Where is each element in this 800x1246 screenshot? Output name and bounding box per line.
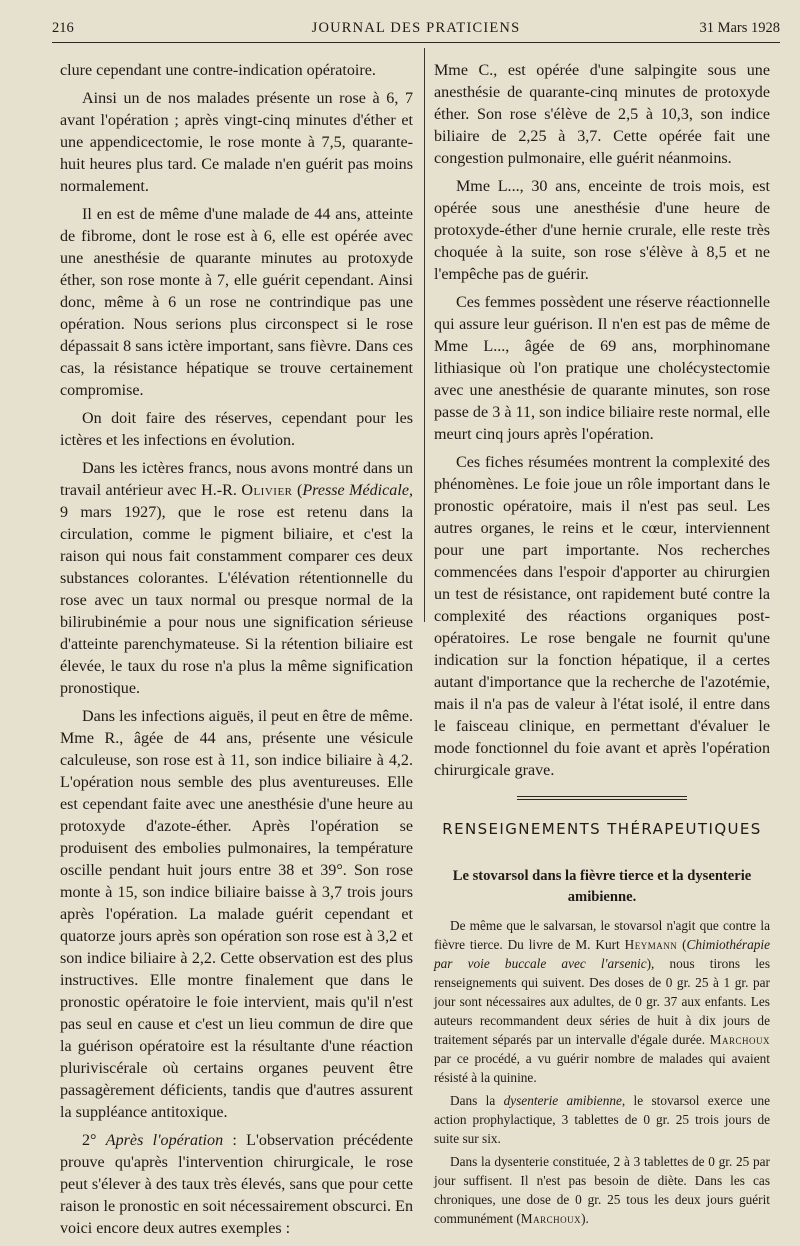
paragraph: Il en est de même d'une malade de 44 ans, atteinte de fibrome, dont le rose est à 6, elle est opérée avec une anesthésie de quarante minutes au protoxyde éther, son rose monte à 7, elle guérit cependant. Ainsi donc, même à 6 un rose ne contrindique pas une opération. Nous serions plus circonspect si le rose dépassait 8 sans ictère important, sans fièvre. Dans ces cas, la résistance hépatique se trouve certainement compromise. (60, 206, 413, 399)
issue-date: 31 Mars 1928 (699, 20, 780, 36)
section-rule-bottom (517, 799, 687, 800)
text-run: par ce procédé, a vu guérir nombre de malades qui avaient résisté à la quinine. (434, 1051, 770, 1085)
paragraph: Dans les infections aiguës, il peut en être de même. Mme R., âgée de 44 ans, présente une vésicule calculeuse, son rose est à 11, son indice biliaire à 4,2. L'opération nous semble des plus aventureuses. Elle est cependant faite avec une anesthésie d'une heure au protoxyde d'azote-éther. Après l'opération se produisent des embolies pulmonaires, la température oscille pendant huit jours entre 38 et 39°. Son rose monte à 15, son indice biliaire baisse à 3,7 trois jours après l'opération. La malade guérit cependant et quatorze jours après son opération son rose est à 3,2 et son indice biliaire à 2,2. Cette observation est des plus instructives. Elle montre finalement que dans le pronostic opératoire le foie intervient, mais qu'il n'est pas seul en cause et c'est un lieu commun de dire que la guérison opératoire est la résultante d'une réaction pluriviscérale où certains organes peuvent être passagèrement déficients, tandis que d'autres assurent la suppléance antitoxique. (60, 708, 413, 1121)
journal-title: JOURNAL DES PRATICIENS (311, 20, 521, 36)
author-name: Marchoux (709, 1032, 770, 1047)
text-run: 9 mars 1927), que le rose est retenu dans la circulation, comme le pigment biliaire, et c'est la raison qui nous fait constamment comparer ces deux substances colorantes. L'élévation rétentionnelle du rose avec un taux normal ou presque normal de la bilirubinémie a pour nous une signification sérieuse d'atteinte parenchymateuse. Si la rétention biliaire est élevée, le taux du rose n'a plus la même signification pronostique. (60, 504, 413, 697)
author-name: Olivier (241, 482, 293, 499)
text-run: , le stovarsol exerce une action prophylactique, 3 tablettes de 0 gr. 25 trois jours de suite sur six. (434, 1093, 770, 1146)
text-run: ), nous tirons les renseignements qui suivent. Des doses de 0 gr. 25 à 1 gr. par jour sont nécessaires aux adultes, de 0 gr. 37 aux enfants. Les auteurs recommandent deux séries de huit à dix jours de traitement séparés par un intervalle d'égale durée. (434, 956, 770, 1047)
paragraph: clure cependant une contre-indication opératoire. (60, 62, 376, 79)
paragraph (60, 458, 413, 700)
article-body (434, 916, 770, 1228)
paragraph: Ainsi un de nos malades présente un rose à 6, 7 avant l'opération ; après vingt-cinq minutes d'éther et une appendicectomie, le rose monte à 7,5, quarante-huit heures plus tard. Ce malade n'en guérit pas moins normalement. (60, 90, 413, 195)
left-column (60, 60, 413, 1246)
text-run: Dans la dysenterie constituée, 2 à 3 tablettes de 0 gr. 25 par jour suffisent. Il n'est pas besoin de diète. Dans les cas chroniques, une dose de 0 gr. 25 tous les deux jours guérit communément ( (434, 1154, 770, 1226)
text-run: : L'observation précédente prouve qu'après l'intervention chirurgicale, le rose peut s'élever à des taux très élevés, sans que pour cette raison le pronostic en soit nécessairement obscurci. En voici encore deux autres exemples : (60, 1132, 413, 1237)
section-rule-top (517, 796, 687, 797)
paragraph-lead: Après l'opération (105, 1132, 224, 1149)
paragraph: Ces fiches résumées montrent la complexité des phénomènes. Le foie joue un rôle important dans le pronostic opératoire, mais il n'est pas seul. Les autres organes, le reins et le cœur, interviennent pour une part importante. Nos recherches commencées dans l'espoir d'apporter au chirurgien un test de résistance, ont rapidement buté contre la complexité des réactions organiques post-opératoires. Le rose bengale ne fournit qu'une indication sur la fonction hépatique, il a certes autant d'importance que la recherche de l'azotémie, mais il n'a pas de valeur à l'état isolé, il entre dans le faisceau clinique, en permettant d'évaluer le mode fonctionnel du foie avant et après l'opération chirurgicale grave. (434, 454, 770, 779)
text-run: ( (677, 937, 687, 952)
author-name: Heymann (624, 937, 678, 952)
text-run: 2° (82, 1132, 106, 1149)
paragraph (434, 916, 770, 1087)
paragraph: Mme L..., 30 ans, enceinte de trois mois, est opérée sous une anesthésie d'une heure de protoxyde-éther d'une hernie crurale, elle reste très choquée à la suite, son rose s'élève à 8,5 et ne l'empêche pas de guérir. (434, 178, 770, 283)
text-run: Dans la (450, 1093, 504, 1108)
paragraph (60, 1130, 413, 1240)
section-title: RENSEIGNEMENTS THÉRAPEUTIQUES (442, 820, 762, 838)
paragraph (434, 1152, 770, 1228)
text-run: De même que le salvarsan, le stovarsol n'agit que contre la fièvre tierce. Du livre de M. Kurt (434, 918, 770, 952)
author-name: Marchoux (520, 1211, 582, 1226)
column-divider (424, 48, 425, 622)
paragraph: On doit faire des réserves, cependant pour les ictères et les infections en évolution. (60, 410, 413, 449)
right-column (434, 60, 770, 1232)
page-header (52, 20, 780, 43)
disease-name: dysenterie amibienne (503, 1093, 622, 1108)
journal-reference: Presse Médicale, (302, 482, 413, 499)
text-run: ( (292, 482, 303, 499)
paragraph: Ces femmes possèdent une réserve réactionnelle qui assure leur guérison. Il n'en est pas de même de Mme L..., âgée de 69 ans, morphinomane lithiasique où l'on pratique une cholécystectomie avec une anesthésie de quarante minutes, son rose passe de 3 à 11, son indice biliaire reste normal, elle meurt cinq jours après l'opération. (434, 294, 770, 443)
book-title: Chimiothérapie par voie buccale avec l'arsenic (434, 937, 770, 971)
paragraph: Mme C., est opérée d'une salpingite sous une anesthésie de quarante-cinq minutes de protoxyde éther. Son rose s'élève de 2,5 à 10,3, son indice biliaire de 2,25 à 3,7. Cette opérée fait une congestion pulmonaire, elle guérit néanmoins. (434, 62, 770, 167)
text-run: ). (581, 1211, 589, 1226)
text-run: Dans les ictères francs, nous avons montré dans un travail antérieur avec H.-R. (60, 460, 413, 499)
page-number: 216 (52, 20, 74, 36)
paragraph (434, 1091, 770, 1148)
article-title: Le stovarsol dans la fièvre tierce et la dysenterie amibienne. (452, 868, 752, 905)
